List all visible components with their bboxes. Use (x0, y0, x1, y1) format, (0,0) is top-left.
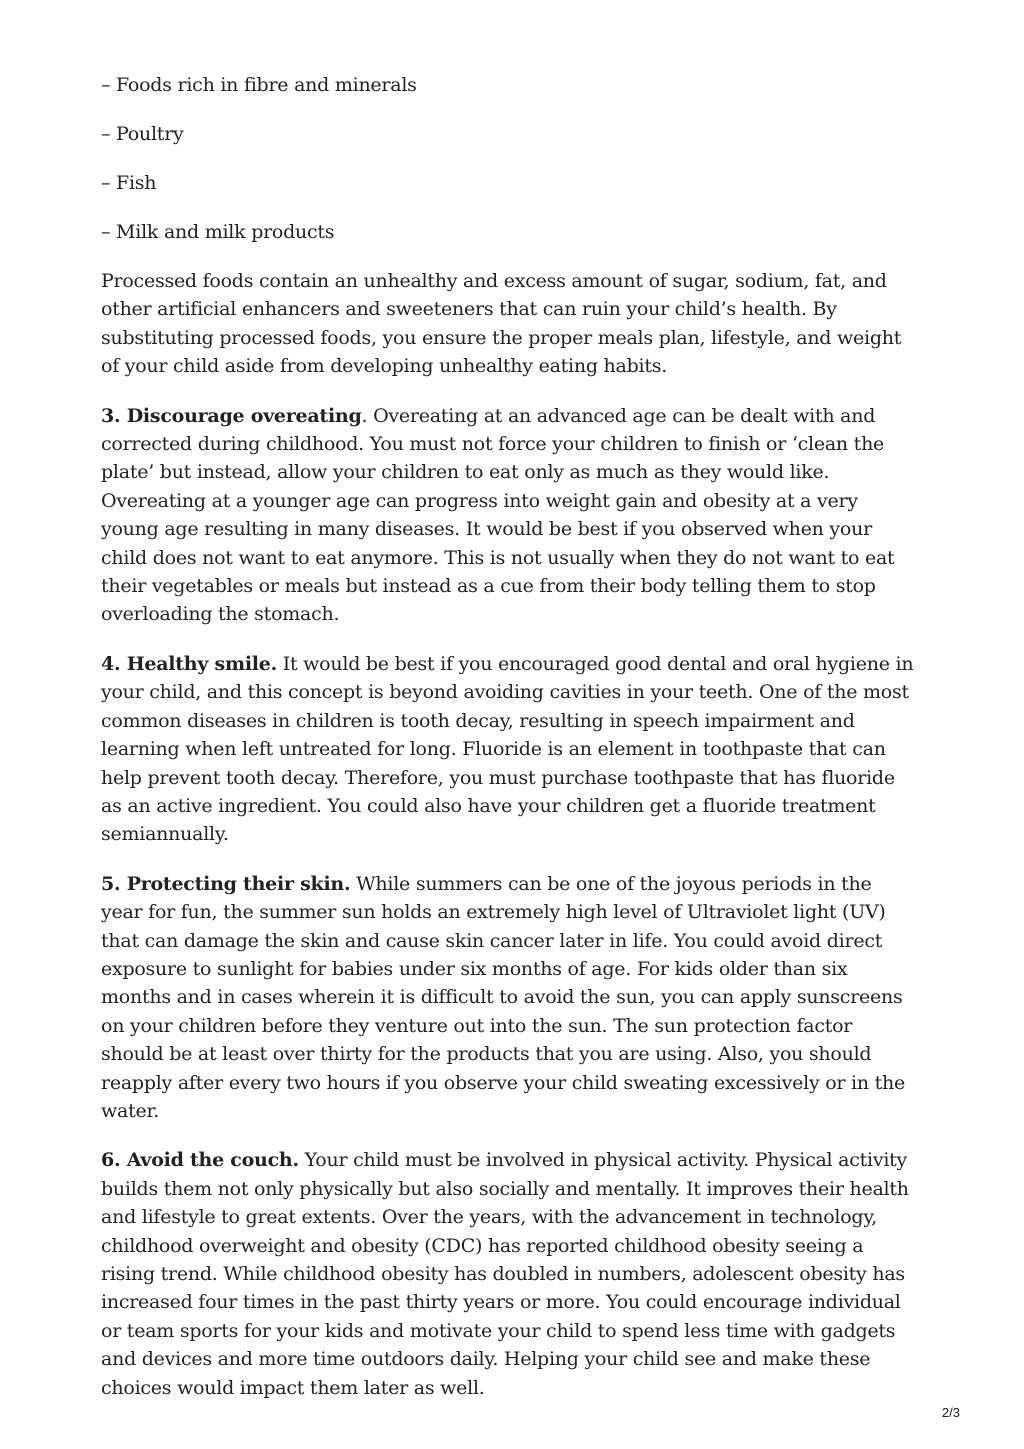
section-body: It would be best if you encouraged good dental and oral hygiene in your child, and this concept is beyond avoiding cavities in your teeth. One of the most common diseases in children is tooth decay, resulting in speech impairment and learning when left untreated for long. Fluoride is an element in toothpaste that can help prevent tooth decay. Therefore, you must purchase toothpaste that has fluoride as an active ingredient. You could also have your children get a fluoride treatment semiannually. (101, 652, 914, 846)
list-item-fibre: – Foods rich in fibre and minerals (101, 74, 417, 96)
section-heading: 4. Healthy smile. (101, 652, 277, 675)
section-heading: 6. Avoid the couch. (101, 1149, 299, 1172)
list-item-milk: – Milk and milk products (101, 221, 335, 243)
section-heading: 5. Protecting their skin. (101, 872, 351, 895)
list-item-poultry: – Poultry (101, 123, 184, 145)
list-item-fish: – Fish (101, 172, 157, 194)
section-avoid-couch (101, 1146, 916, 1402)
section-heading: 3. Discourage overeating (101, 404, 362, 427)
processed-foods-paragraph: Processed foods contain an unhealthy and excess amount of sugar, sodium, fat, and other artificial enhancers and sweeteners that can ruin your child’s health. By substituting processed foods, you ensure the proper meals plan, lifestyle, and weight of your child aside from developing unhealthy eating habits. (101, 270, 902, 378)
section-discourage-overeating (101, 402, 916, 629)
section-healthy-smile (101, 650, 916, 849)
page-number: 2/3 (941, 1405, 960, 1420)
section-protecting-skin (101, 870, 916, 1126)
section-body: Your child must be involved in physical activity. Physical activity builds them not only physically but also socially and mentally. It improves their health and lifestyle to great extents. Over the years, with the advancement in technology, childhood overweight and obesity (CDC) has reported childhood obesity seeing a rising trend. While childhood obesity has doubled in numbers, adolescent obesity has increased four times in the past thirty years or more. You could encourage individual or team sports for your kids and motivate your child to spend less time with gadgets and devices and more time outdoors daily. Helping your child see and make these choices would impact them later as well. (101, 1149, 909, 1399)
section-body: . Overeating at an advanced age can be dealt with and corrected during childhood. You must not force your children to finish or ‘clean the plate’ but instead, allow your children to eat only as much as they would like. Overeating at a younger age can progress into weight gain and obesity at a very young age resulting in many diseases. It would be best if you observed when your child does not want to eat anymore. This is not usually when they do not want to eat their vegetables or meals but instead as a cue from their body telling them to stop overloading the stomach. (101, 404, 895, 626)
document-page (101, 71, 916, 1423)
section-body: While summers can be one of the joyous periods in the year for fun, the summer sun holds an extremely high level of Ultraviolet light (UV) that can damage the skin and cause skin cancer later in life. You could avoid direct exposure to sunlight for babies under six months of age. For kids older than six months and in cases wherein it is difficult to avoid the sun, you can apply sunscreens on your children before they venture out into the sun. The sun protection factor should be at least over thirty for the products that you are using. Also, you should reapply after every two hours if you observe your child sweating excessively or in the water. (101, 872, 906, 1122)
